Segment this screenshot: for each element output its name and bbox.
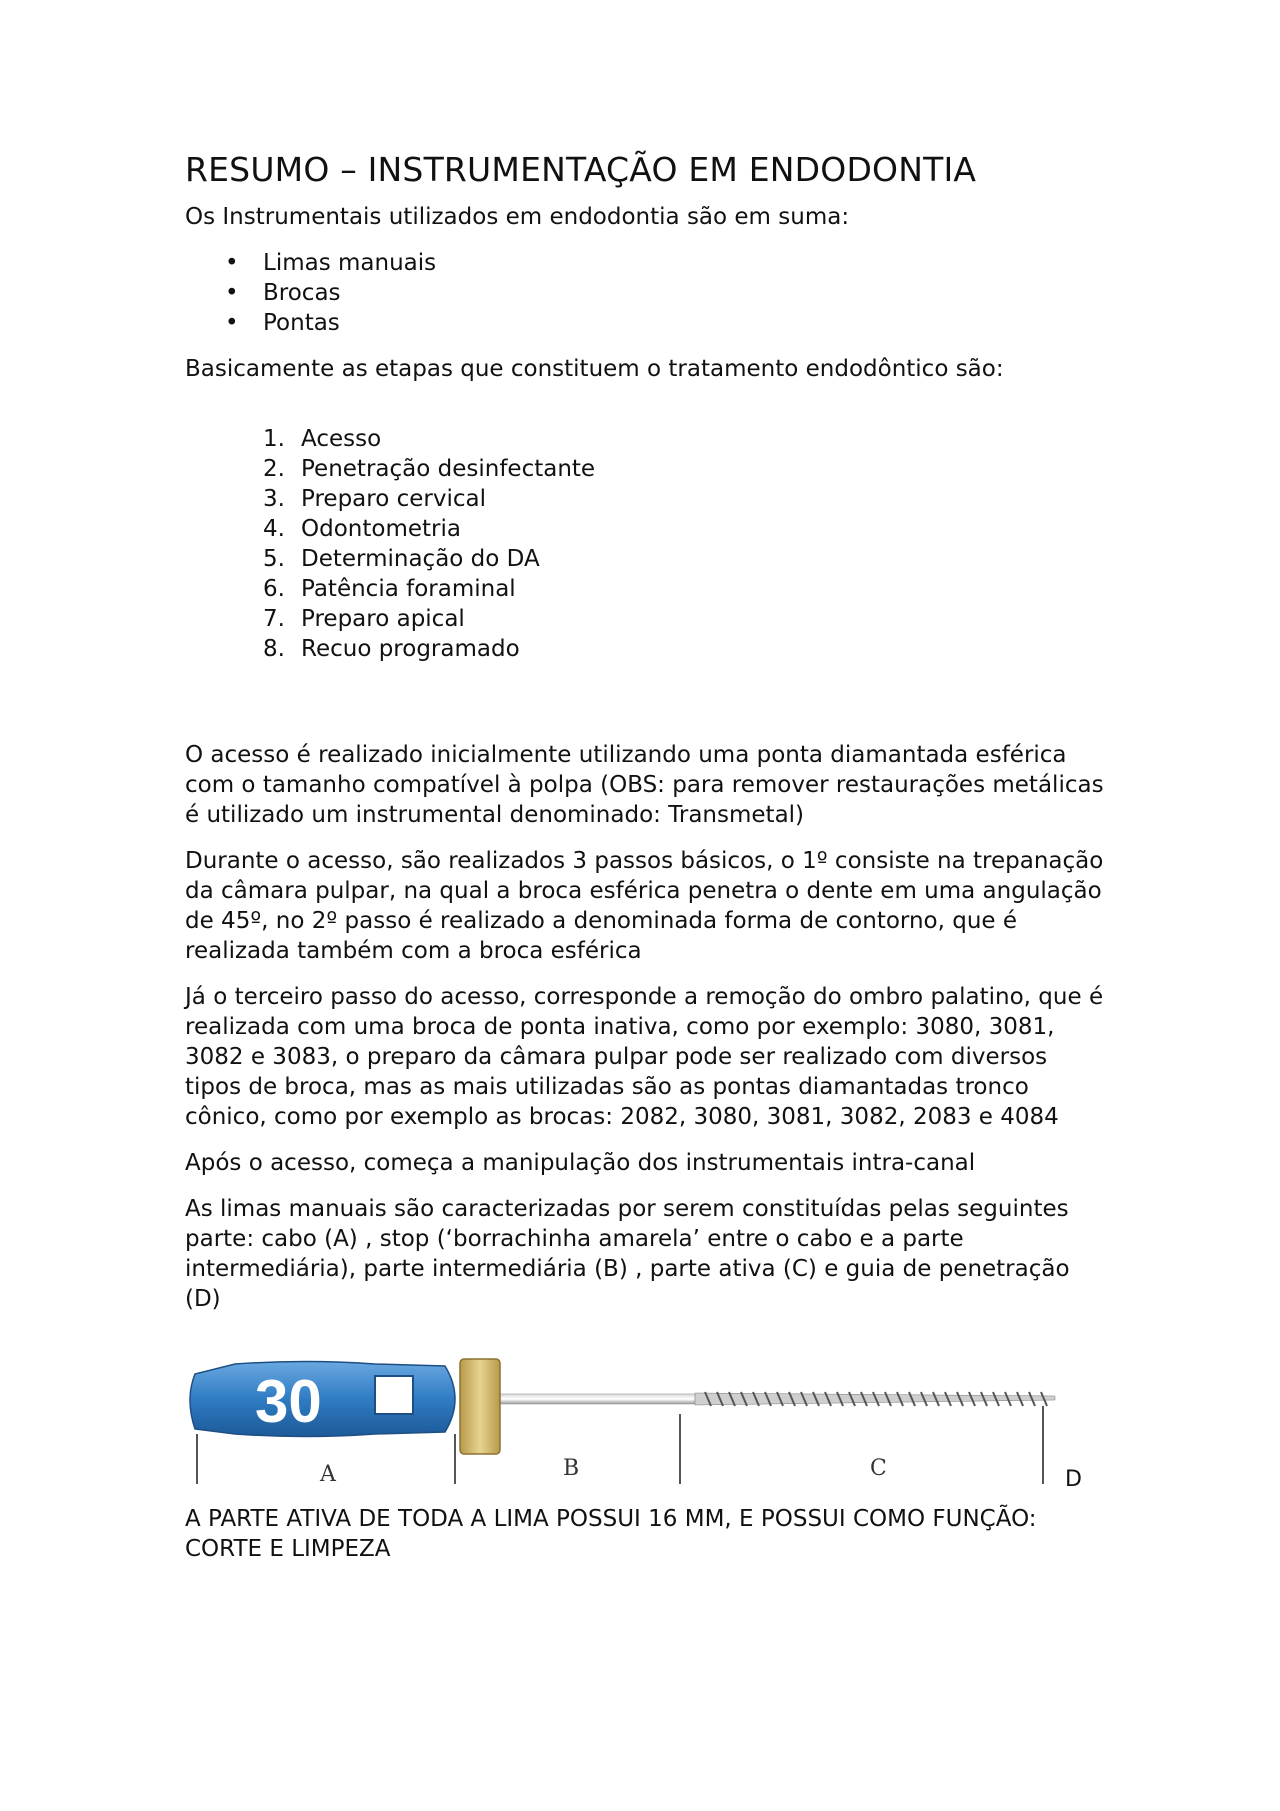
- bullet-icon: •: [225, 250, 239, 276]
- list-number: 7.: [263, 606, 285, 632]
- list-item-label: Brocas: [263, 280, 341, 306]
- instruments-list: [185, 248, 1105, 338]
- label-c: C: [870, 1456, 887, 1481]
- list-item-label: Recuo programado: [301, 636, 520, 662]
- rubber-stop: [460, 1359, 500, 1454]
- list-item: [185, 574, 1105, 604]
- bullet-icon: •: [225, 310, 239, 336]
- list-item-label: Preparo apical: [301, 606, 465, 632]
- list-item: [185, 634, 1105, 664]
- label-d: D: [1065, 1467, 1082, 1492]
- handle-square-icon: [375, 1376, 413, 1414]
- list-item-label: Patência foraminal: [301, 576, 516, 602]
- bullet-icon: •: [225, 280, 239, 306]
- list-item-label: Preparo cervical: [301, 486, 486, 512]
- list-item: [185, 604, 1105, 634]
- access-steps-paragraph: Durante o acesso, são realizados 3 passos básicos, o 1º consiste na trepanação da câmara pulpar, na qual a broca esférica penetra o dente em uma angulação de 45º, no 2º passo é realizado a denominada forma de contorno, que é realizada também com a broca esférica: [185, 848, 1104, 964]
- list-item: [185, 544, 1105, 574]
- list-number: 2.: [263, 456, 285, 482]
- list-number: 1.: [263, 426, 285, 452]
- list-item-label: Pontas: [263, 310, 340, 336]
- list-item-label: Odontometria: [301, 516, 461, 542]
- list-item-label: Acesso: [301, 426, 382, 452]
- intro-paragraph: Os Instrumentais utilizados em endodontia são em suma:: [185, 204, 850, 230]
- list-number: 6.: [263, 576, 285, 602]
- list-number: 4.: [263, 516, 285, 542]
- document-page: [185, 148, 1105, 1580]
- list-item: [185, 514, 1105, 544]
- list-number: 8.: [263, 636, 285, 662]
- list-item: [185, 484, 1105, 514]
- list-number: 5.: [263, 546, 285, 572]
- list-item-label: Limas manuais: [263, 250, 437, 276]
- list-item: [185, 424, 1105, 454]
- list-item-label: Determinação do DA: [301, 546, 540, 572]
- label-b: B: [563, 1456, 580, 1481]
- list-item: [185, 278, 1105, 308]
- handle-number: 30: [255, 1368, 322, 1435]
- third-step-paragraph: Já o terceiro passo do acesso, corresponde a remoção do ombro palatino, que é realizada com uma broca de ponta inativa, como por exemplo: 3080, 3081, 3082 e 3083, o preparo da câmara pulpar pode ser realizado com diversos tipos de broca, mas as mais utilizadas são as pontas diamantadas tronco cônico, como por exemplo as brocas: 2082, 3080, 3081, 3082, 2083 e 4084: [185, 984, 1104, 1130]
- steps-list: [185, 424, 1105, 664]
- file-parts-paragraph: As limas manuais são caracterizadas por serem constituídas pelas seguintes parte: cabo (A) , stop (‘borrachinha amarela’ entre o cabo e a parte intermediária), parte intermediária (B) , parte ativa (C) e guia de penetração (D): [185, 1196, 1070, 1312]
- conclusion-paragraph: A PARTE ATIVA DE TODA A LIMA POSSUI 16 MM, E POSSUI COMO FUNÇÃO: CORTE E LIMPEZA: [185, 1506, 1037, 1562]
- document-title: RESUMO – INSTRUMENTAÇÃO EM ENDODONTIA: [185, 150, 977, 189]
- steps-intro-paragraph: Basicamente as etapas que constituem o tratamento endodôntico são:: [185, 356, 1004, 382]
- after-access-paragraph: Após o acesso, começa a manipulação dos instrumentais intra-canal: [185, 1150, 976, 1176]
- list-item: [185, 454, 1105, 484]
- label-a: A: [320, 1462, 336, 1487]
- list-item-label: Penetração desinfectante: [301, 456, 596, 482]
- access-paragraph: O acesso é realizado inicialmente utilizando uma ponta diamantada esférica com o tamanho compatível à polpa (OBS: para remover restaurações metálicas é utilizado um instrumental denominado: Transmetal): [185, 742, 1104, 828]
- endodontic-file-figure: [185, 1334, 1085, 1494]
- list-item: [185, 248, 1105, 278]
- list-item: [185, 308, 1105, 338]
- list-number: 3.: [263, 486, 285, 512]
